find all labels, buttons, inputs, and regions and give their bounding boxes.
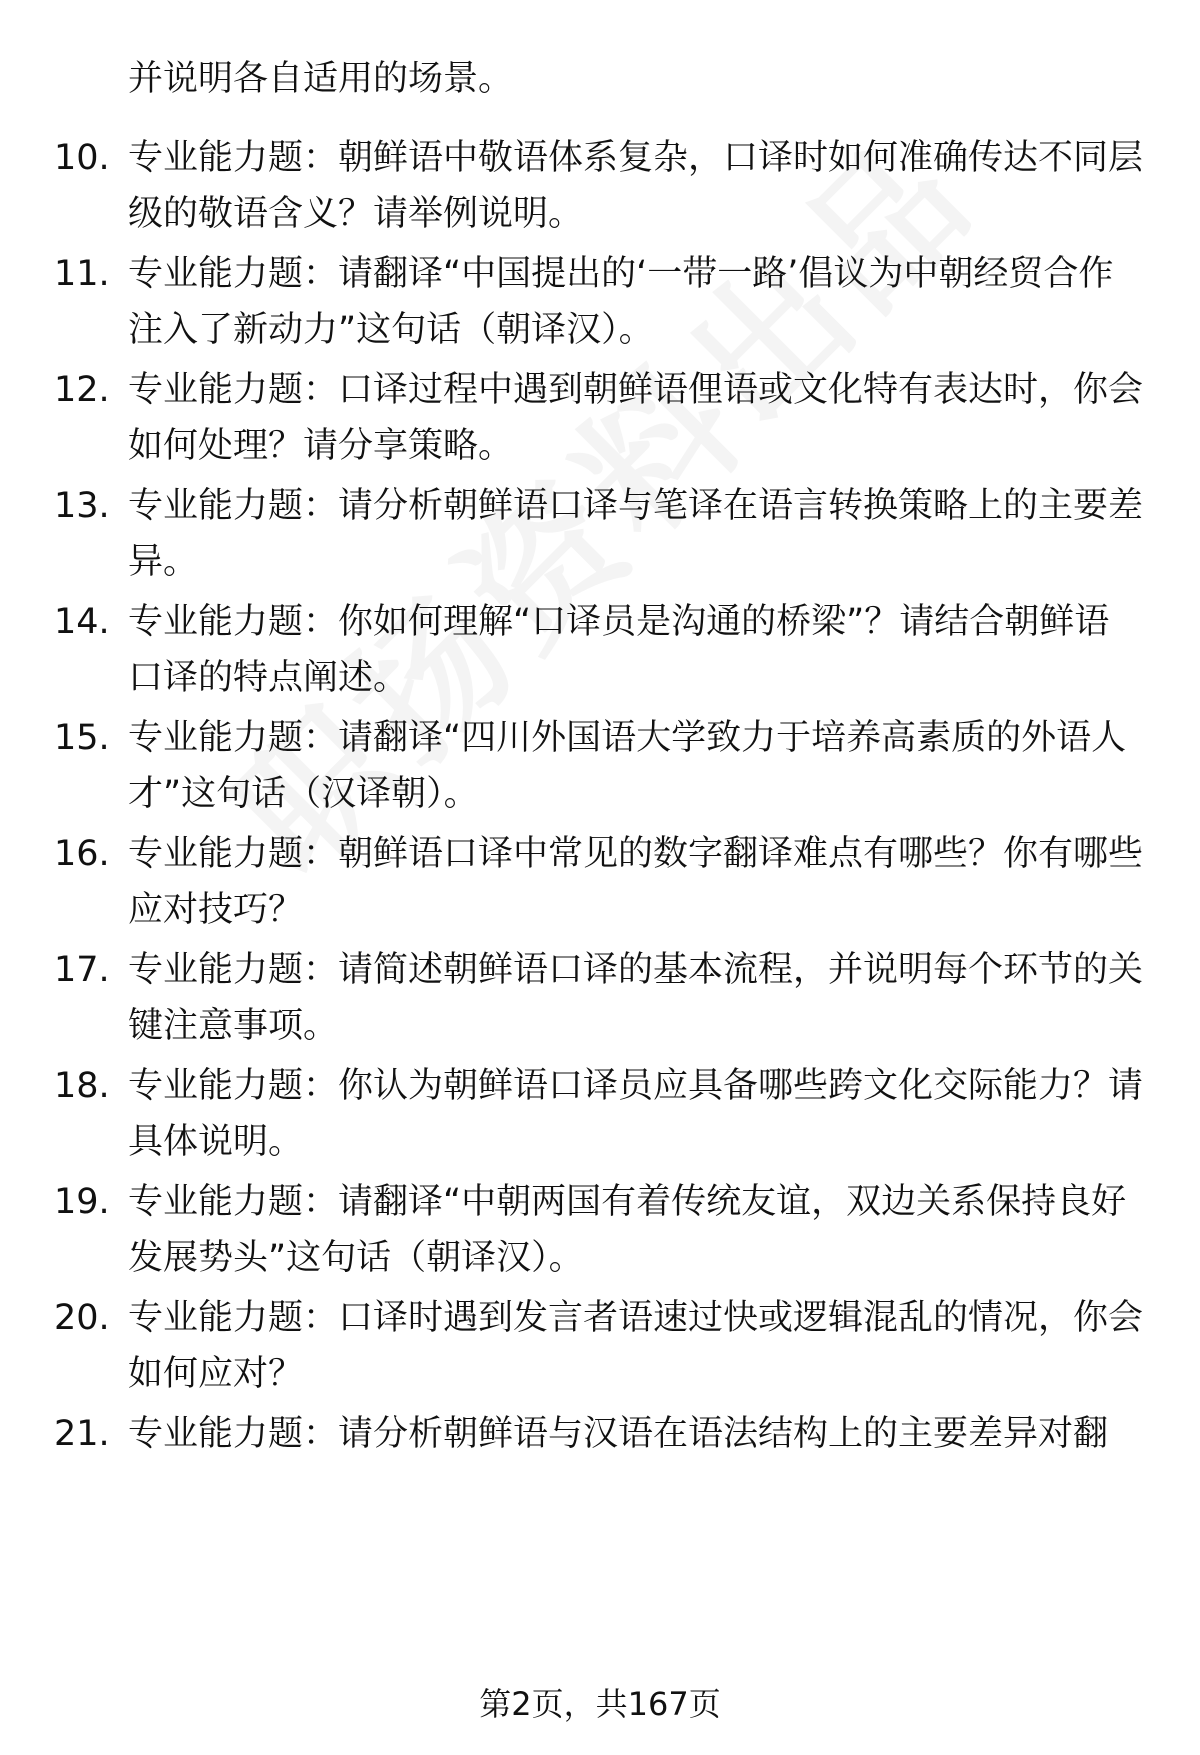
question-item <box>0 710 1200 820</box>
question-item <box>0 942 1200 1052</box>
question-text: 专业能力题：请分析朝鲜语口译与笔译在语言转换策略上的主要差异。 <box>128 486 1144 582</box>
question-text: 专业能力题：请翻译“四川外国语大学致力于培养高素质的外语人才”这句话（汉译朝）。 <box>128 718 1127 814</box>
question-item <box>0 1290 1200 1400</box>
question-text: 专业能力题：朝鲜语口译中常见的数字翻译难点有哪些？你有哪些应对技巧？ <box>128 834 1144 930</box>
question-text: 专业能力题：请翻译“中国提出的‘一带一路’倡议为中朝经贸合作注入了新动力”这句话（朝译汉）。 <box>128 254 1114 350</box>
question-text: 专业能力题：朝鲜语中敬语体系复杂，口译时如何准确传达不同层级的敬语含义？请举例说明。 <box>128 138 1144 234</box>
question-number: 12. <box>54 370 110 410</box>
question-text: 专业能力题：你如何理解“口译员是沟通的桥梁”？请结合朝鲜语口译的特点阐述。 <box>128 602 1110 698</box>
question-text: 专业能力题：请分析朝鲜语与汉语在语法结构上的主要差异对翻 <box>128 1414 1109 1454</box>
question-number: 19. <box>54 1182 110 1222</box>
question-item <box>0 478 1200 588</box>
question-item <box>0 826 1200 936</box>
question-number: 13. <box>54 486 110 526</box>
question-item <box>0 594 1200 704</box>
question-number: 14. <box>54 602 110 642</box>
question-text: 专业能力题：口译时遇到发言者语速过快或逻辑混乱的情况，你会如何应对？ <box>128 1298 1144 1394</box>
question-item <box>0 1058 1200 1168</box>
question-number: 10. <box>54 138 110 178</box>
page-footer: 第2页，共167页 <box>479 1685 721 1723</box>
question-number: 18. <box>54 1066 110 1106</box>
question-number: 11. <box>54 254 110 294</box>
question-number: 21. <box>54 1414 110 1454</box>
question-number: 15. <box>54 718 110 758</box>
question-item <box>0 246 1200 356</box>
question-number: 16. <box>54 834 110 874</box>
question-text: 专业能力题：请翻译“中朝两国有着传统友谊，双边关系保持良好发展势头”这句话（朝译汉）。 <box>128 1182 1127 1278</box>
question-text: 专业能力题：你认为朝鲜语口译员应具备哪些跨文化交际能力？请具体说明。 <box>128 1066 1144 1162</box>
question-text: 专业能力题：口译过程中遇到朝鲜语俚语或文化特有表达时，你会如何处理？请分享策略。 <box>128 370 1144 466</box>
question-item <box>0 1406 1200 1516</box>
question-text: 专业能力题：请简述朝鲜语口译的基本流程，并说明每个环节的关键注意事项。 <box>128 950 1144 1046</box>
question-item <box>0 362 1200 472</box>
question-number: 20. <box>54 1298 110 1338</box>
continued-text-line: 并说明各自适用的场景。 <box>128 59 514 99</box>
question-item <box>0 130 1200 240</box>
question-number: 17. <box>54 950 110 990</box>
question-item <box>0 1174 1200 1284</box>
